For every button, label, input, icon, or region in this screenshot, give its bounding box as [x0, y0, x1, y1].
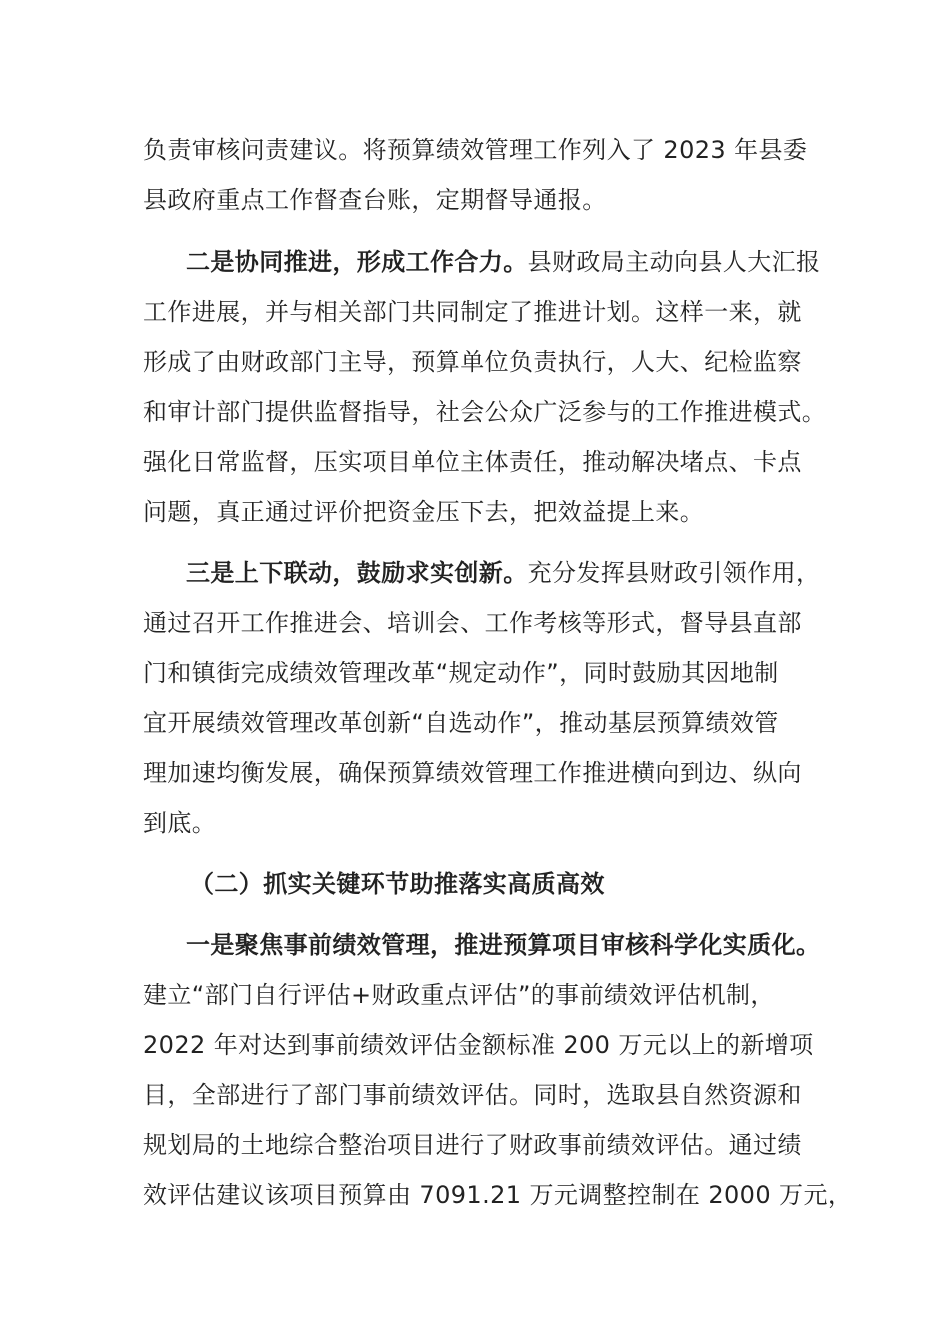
line-text: 门和镇街完成绩效管理改革“规定动作”，同时鼓励其因地制: [143, 659, 779, 687]
paragraph-line: [143, 135, 807, 165]
paragraph-line: [143, 1180, 852, 1210]
line-text: 和审计部门提供监督指导，社会公众广泛参与的工作推进模式。: [143, 398, 827, 426]
line-text: 宜开展绩效管理改革创新“自选动作”，推动基层预算绩效管: [143, 709, 779, 737]
paragraph-line: [143, 185, 607, 215]
section-heading: [190, 869, 605, 899]
paragraph-line: [186, 930, 820, 960]
line-text: 通过召开工作推进会、培训会、工作考核等形式，督导县直部: [143, 609, 802, 637]
paragraph-line: [143, 1080, 802, 1110]
line-text: 县政府重点工作督查台账，定期督导通报。: [143, 186, 607, 214]
paragraph-line: [143, 447, 802, 477]
paragraph-line: [186, 558, 820, 588]
line-text: 规划局的土地综合整治项目进行了财政事前绩效评估。通过绩: [143, 1131, 802, 1159]
section-heading-text: （二）抓实关键环节助推落实高质高效: [190, 870, 605, 898]
line-text: 充分发挥县财政引领作用，: [527, 559, 821, 587]
paragraph-line: [143, 397, 826, 427]
paragraph-line: [143, 708, 779, 738]
line-text: 强化日常监督，压实项目单位主体责任，推动解决堵点、卡点: [143, 448, 802, 476]
line-text: 理加速均衡发展，确保预算绩效管理工作推进横向到边、纵向: [143, 759, 802, 787]
paragraph-line: [186, 247, 820, 277]
paragraph-lead: 一是聚焦事前绩效管理，推进预算项目审核科学化实质化。: [186, 931, 821, 959]
line-text: 县财政局主动向县人大汇报: [527, 248, 821, 276]
paragraph-line: [143, 1030, 814, 1060]
paragraph-line: [143, 1130, 802, 1160]
line-text: 形成了由财政部门主导，预算单位负责执行，人大、纪检监察: [143, 348, 802, 376]
paragraph-lead: 三是上下联动，鼓励求实创新。: [186, 559, 528, 587]
paragraph-line: [143, 347, 802, 377]
line-text: 到底。: [143, 809, 217, 837]
paragraph-line: [143, 808, 216, 838]
paragraph-lead: 二是协同推进，形成工作合力。: [186, 248, 528, 276]
line-text: 目，全部进行了部门事前绩效评估。同时，选取县自然资源和: [143, 1081, 802, 1109]
paragraph-line: [143, 497, 704, 527]
line-text: 建立“部门自行评估+财政重点评估”的事前绩效评估机制，: [143, 981, 775, 1009]
paragraph-line: [143, 297, 802, 327]
line-text: 工作进展，并与相关部门共同制定了推进计划。这样一来，就: [143, 298, 802, 326]
paragraph-line: [143, 608, 802, 638]
line-text: 效评估建议该项目预算由 7091.21 万元调整控制在 2000 万元，: [143, 1181, 853, 1209]
line-text: 2022 年对达到事前绩效评估金额标准 200 万元以上的新增项: [143, 1031, 814, 1059]
line-text: 负责审核问责建议。将预算绩效管理工作列入了 2023 年县委: [143, 136, 808, 164]
paragraph-line: [143, 758, 802, 788]
paragraph-line: [143, 980, 775, 1010]
line-text: 问题，真正通过评价把资金压下去，把效益提上来。: [143, 498, 705, 526]
paragraph-line: [143, 658, 779, 688]
